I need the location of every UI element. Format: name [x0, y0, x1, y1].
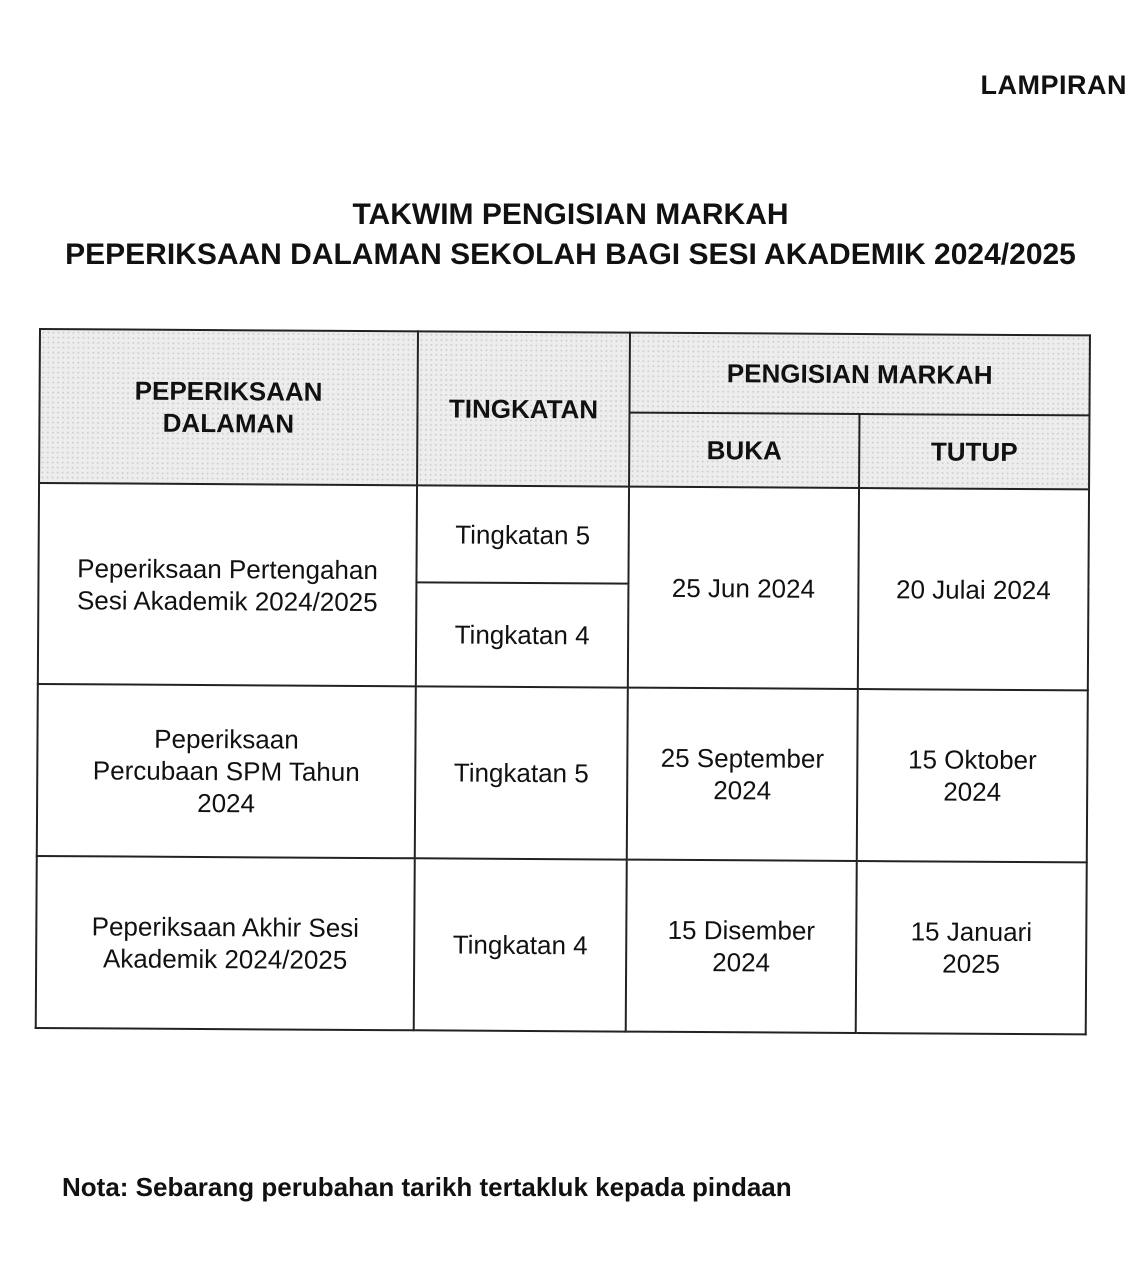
header-tingkatan: TINGKATAN [417, 331, 630, 486]
cell-peperiksaan-line1: Peperiksaan Pertengahan [77, 552, 378, 585]
cell-peperiksaan-line3: 2024 [197, 787, 256, 819]
header-peperiksaan [39, 329, 418, 485]
table-row [36, 856, 1087, 1034]
document-title [0, 195, 1141, 275]
title-line-2: PEPERIKSAAN DALAMAN SEKOLAH BAGI SESI AKADEMIK 2024/2025 [65, 238, 1076, 271]
header-peperiksaan-line1: PEPERIKSAAN [134, 375, 323, 407]
schedule-table [35, 328, 1091, 1035]
cell-tutup [857, 689, 1088, 862]
header-row-1 [40, 329, 1090, 415]
table-row [38, 483, 1089, 586]
cell-buka-line2: 2024 [712, 947, 771, 978]
cell-tingkatan: Tingkatan 4 [414, 858, 627, 1031]
lampiran-label: LAMPIRAN [980, 70, 1127, 100]
header-tutup: TUTUP [859, 414, 1089, 489]
cell-buka: 25 Jun 2024 [628, 487, 859, 689]
table-row [37, 684, 1088, 862]
cell-buka [627, 688, 858, 861]
header-buka: BUKA [629, 413, 859, 488]
cell-tutup-line2: 2024 [943, 776, 1002, 807]
header-pengisian-markah: PENGISIAN MARKAH [629, 333, 1089, 416]
cell-tutup: 20 Julai 2024 [858, 488, 1089, 690]
cell-tingkatan: Tingkatan 5 [416, 485, 629, 583]
cell-peperiksaan [36, 856, 415, 1030]
title-line-1: TAKWIM PENGISIAN MARKAH [352, 198, 789, 231]
cell-peperiksaan [38, 483, 417, 686]
cell-tutup-line1: 15 Oktober [907, 744, 1037, 776]
cell-tutup [856, 861, 1087, 1034]
cell-buka-line1: 15 Disember [667, 914, 816, 946]
cell-buka-line1: 25 September [660, 742, 825, 774]
cell-tutup-line1: 15 Januari [910, 916, 1033, 948]
cell-peperiksaan-line1: Peperiksaan Akhir Sesi [91, 911, 360, 943]
cell-peperiksaan-line2: Akademik 2024/2025 [102, 943, 348, 975]
cell-tutup-line2: 2025 [942, 948, 1001, 979]
footnote: Nota: Sebarang perubahan tarikh tertakluk kepada pindaan [62, 1172, 792, 1202]
cell-tingkatan: Tingkatan 5 [415, 686, 628, 859]
cell-peperiksaan [37, 684, 416, 858]
cell-peperiksaan-line1: Peperiksaan [154, 723, 299, 755]
header-peperiksaan-line2: DALAMAN [162, 407, 295, 439]
cell-peperiksaan-line2: Sesi Akademik 2024/2025 [76, 584, 378, 617]
cell-buka [626, 860, 857, 1033]
cell-buka-line2: 2024 [713, 775, 772, 806]
cell-peperiksaan-line2: Percubaan SPM Tahun [92, 755, 360, 787]
cell-tingkatan: Tingkatan 4 [416, 582, 629, 687]
